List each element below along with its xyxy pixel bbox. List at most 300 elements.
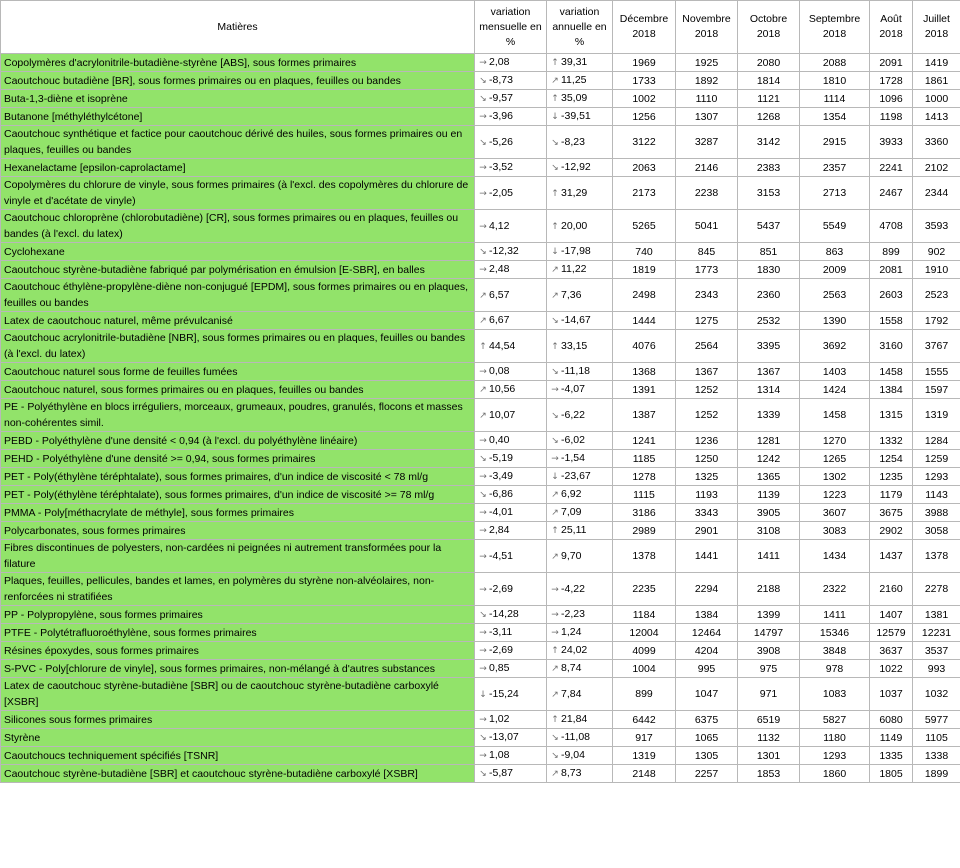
month-price: 3848 (800, 642, 870, 660)
annual-variation-cell (547, 279, 613, 312)
header-row (1, 1, 960, 54)
month-price: 1268 (738, 108, 800, 126)
month-price: 1403 (800, 363, 870, 381)
month-price: 2238 (676, 177, 738, 210)
month-price: 1411 (738, 540, 800, 573)
month-price: 5549 (800, 210, 870, 243)
table-row (1, 381, 960, 399)
monthly-variation-value: -3,52 (489, 161, 513, 173)
month-price: 1419 (913, 54, 960, 72)
month-price: 2563 (800, 279, 870, 312)
annual-variation-value: 31,29 (561, 186, 588, 199)
monthly-variation-value: 6,57 (489, 288, 510, 301)
month-price: 2902 (870, 522, 913, 540)
month-price: 863 (800, 243, 870, 261)
annual-variation-cell (547, 159, 613, 177)
annual-variation-value: 21,84 (561, 713, 588, 725)
annual-variation-cell (547, 54, 613, 72)
month-price: 12231 (913, 624, 960, 642)
month-price: 3343 (676, 504, 738, 522)
month-price: 1390 (800, 312, 870, 330)
month-price: 1558 (870, 312, 913, 330)
month-price: 1252 (676, 399, 738, 432)
month-price: 1275 (676, 312, 738, 330)
annual-variation-cell (547, 108, 613, 126)
header-month: Septembre 2018 (800, 1, 870, 54)
annual-variation-cell (547, 765, 613, 783)
annual-variation-value: -8,23 (561, 135, 585, 148)
annual-variation-value: 7,09 (561, 506, 582, 518)
annual-variation-cell (547, 210, 613, 243)
annual-variation-value: -12,92 (561, 161, 591, 173)
arrow-up-right-icon: ↗ (551, 551, 559, 562)
arrow-right-icon: → (479, 58, 487, 68)
month-price: 3908 (738, 642, 800, 660)
annual-variation-cell (547, 678, 613, 711)
annual-variation-value: -11,18 (561, 365, 590, 377)
month-price: 1179 (870, 486, 913, 504)
monthly-variation-cell (475, 624, 547, 642)
month-price: 1365 (738, 468, 800, 486)
month-price: 1335 (870, 747, 913, 765)
month-price: 1065 (676, 729, 738, 747)
material-name: PE - Polyéthylène en blocs irréguliers, morceaux, grumeaux, poudres, granulés, flocons et masses non-cohérentes simil. (1, 399, 475, 432)
annual-variation-cell (547, 126, 613, 159)
table-row (1, 210, 960, 243)
annual-variation-value: 6,92 (561, 488, 582, 500)
monthly-variation-cell (475, 660, 547, 678)
month-price: 1259 (913, 450, 960, 468)
monthly-variation-value: -8,73 (489, 74, 513, 86)
month-price: 1892 (676, 72, 738, 90)
month-price: 1096 (870, 90, 913, 108)
month-price: 1332 (870, 432, 913, 450)
arrow-up-right-icon: ↗ (479, 385, 487, 395)
month-price: 902 (913, 243, 960, 261)
month-price: 3607 (800, 504, 870, 522)
arrow-right-icon: → (479, 436, 487, 446)
table-row (1, 468, 960, 486)
month-price: 1284 (913, 432, 960, 450)
month-price: 1293 (800, 747, 870, 765)
month-price: 6080 (870, 711, 913, 729)
arrow-down-icon: ↓ (551, 472, 559, 482)
month-price: 1143 (913, 486, 960, 504)
month-price: 2498 (613, 279, 676, 312)
annual-variation-cell (547, 573, 613, 606)
month-price: 5437 (738, 210, 800, 243)
table-row (1, 573, 960, 606)
table-body (1, 54, 960, 783)
month-price: 1223 (800, 486, 870, 504)
month-price: 2173 (613, 177, 676, 210)
month-price: 2901 (676, 522, 738, 540)
annual-variation-cell (547, 450, 613, 468)
arrow-down-right-icon: ↘ (479, 94, 487, 104)
month-price: 1302 (800, 468, 870, 486)
monthly-variation-cell (475, 678, 547, 711)
monthly-variation-cell (475, 381, 547, 399)
month-price: 6442 (613, 711, 676, 729)
material-name: Caoutchouc chloroprène (chlorobutadiène) [CR], sous formes primaires ou en plaques, feuilles ou bandes (à l'excl. du latex) (1, 210, 475, 243)
arrow-right-icon: → (551, 584, 559, 595)
table-row (1, 729, 960, 747)
arrow-right-icon: → (551, 628, 559, 638)
annual-variation-cell (547, 330, 613, 363)
annual-variation-value: -23,67 (561, 470, 591, 482)
arrow-up-icon: ↑ (551, 221, 559, 232)
arrow-down-icon: ↓ (479, 689, 487, 700)
monthly-variation-cell (475, 72, 547, 90)
month-price: 899 (613, 678, 676, 711)
month-price: 4099 (613, 642, 676, 660)
annual-variation-cell (547, 504, 613, 522)
annual-variation-value: -2,23 (561, 608, 585, 620)
table-row (1, 261, 960, 279)
table-row (1, 504, 960, 522)
annual-variation-cell (547, 72, 613, 90)
month-price: 1381 (913, 606, 960, 624)
month-price: 1105 (913, 729, 960, 747)
material-name: PMMA - Poly[méthacrylate de méthyle], sous formes primaires (1, 504, 475, 522)
monthly-variation-value: -9,57 (489, 92, 513, 104)
annual-variation-cell (547, 468, 613, 486)
arrow-up-icon: ↑ (551, 646, 559, 656)
annual-variation-value: 35,09 (561, 92, 588, 104)
month-price: 1387 (613, 399, 676, 432)
month-price: 1899 (913, 765, 960, 783)
monthly-variation-cell (475, 504, 547, 522)
month-price: 2146 (676, 159, 738, 177)
monthly-variation-value: -3,11 (489, 626, 513, 638)
monthly-variation-cell (475, 450, 547, 468)
monthly-variation-value: -6,86 (489, 488, 513, 500)
monthly-variation-cell (475, 312, 547, 330)
monthly-variation-value: 6,67 (489, 314, 510, 326)
month-price: 12004 (613, 624, 676, 642)
annual-variation-value: 9,70 (561, 549, 582, 562)
monthly-variation-value: 0,40 (489, 434, 510, 446)
month-price: 2357 (800, 159, 870, 177)
month-price: 1254 (870, 450, 913, 468)
month-price: 2091 (870, 54, 913, 72)
header-month: Novembre 2018 (676, 1, 738, 54)
month-price: 1413 (913, 108, 960, 126)
arrow-down-right-icon: ↘ (479, 733, 487, 743)
month-price: 3395 (738, 330, 800, 363)
month-price: 3186 (613, 504, 676, 522)
monthly-variation-value: -5,19 (489, 452, 513, 464)
table-row (1, 432, 960, 450)
material-name: PET - Poly(éthylène téréphtalate), sous formes primaires, d'un indice de viscosité >= 78 ml/g (1, 486, 475, 504)
annual-variation-cell (547, 486, 613, 504)
monthly-variation-value: 2,48 (489, 263, 510, 275)
arrow-down-right-icon: ↘ (551, 316, 559, 326)
month-price: 1805 (870, 765, 913, 783)
month-price: 1236 (676, 432, 738, 450)
arrow-down-right-icon: ↘ (479, 76, 487, 86)
table-row (1, 399, 960, 432)
month-price: 2188 (738, 573, 800, 606)
monthly-variation-cell (475, 330, 547, 363)
month-price: 3537 (913, 642, 960, 660)
month-price: 3360 (913, 126, 960, 159)
annual-variation-cell (547, 624, 613, 642)
monthly-variation-cell (475, 711, 547, 729)
month-price: 1047 (676, 678, 738, 711)
month-price: 2102 (913, 159, 960, 177)
month-price: 1354 (800, 108, 870, 126)
month-price: 2322 (800, 573, 870, 606)
monthly-variation-cell (475, 126, 547, 159)
monthly-variation-value: -2,05 (489, 186, 513, 199)
arrow-down-right-icon: ↘ (551, 367, 559, 377)
arrow-right-icon: → (479, 664, 487, 674)
month-price: 1314 (738, 381, 800, 399)
material-name: Latex de caoutchouc naturel, même prévulcanisé (1, 312, 475, 330)
month-price: 1004 (613, 660, 676, 678)
month-price: 3083 (800, 522, 870, 540)
month-price: 2360 (738, 279, 800, 312)
month-price: 1242 (738, 450, 800, 468)
month-price: 1728 (870, 72, 913, 90)
material-name: PEBD - Polyéthylène d'une densité < 0,94 (à l'excl. du polyéthylène linéaire) (1, 432, 475, 450)
month-price: 1185 (613, 450, 676, 468)
month-price: 3160 (870, 330, 913, 363)
monthly-variation-value: -2,69 (489, 582, 513, 595)
material-name: Latex de caoutchouc styrène-butadiène [SBR] ou de caoutchouc styrène-butadiène carboxylé [XSBR] (1, 678, 475, 711)
month-price: 5041 (676, 210, 738, 243)
month-price: 3988 (913, 504, 960, 522)
month-price: 1278 (613, 468, 676, 486)
month-price: 1037 (870, 678, 913, 711)
annual-variation-value: -39,51 (561, 110, 591, 122)
arrow-up-icon: ↑ (479, 341, 487, 352)
month-price: 15346 (800, 624, 870, 642)
material-name: Caoutchouc synthétique et factice pour caoutchouc dérivé des huiles, sous formes primaires ou en plaques, feuilles ou bandes (1, 126, 475, 159)
month-price: 2603 (870, 279, 913, 312)
month-price: 4076 (613, 330, 676, 363)
annual-variation-value: -17,98 (561, 245, 591, 257)
annual-variation-value: 33,15 (561, 339, 588, 352)
monthly-variation-cell (475, 363, 547, 381)
month-price: 5827 (800, 711, 870, 729)
arrow-down-right-icon: ↘ (479, 137, 487, 148)
table-row (1, 243, 960, 261)
month-price: 995 (676, 660, 738, 678)
month-price: 1000 (913, 90, 960, 108)
monthly-variation-cell (475, 468, 547, 486)
month-price: 2160 (870, 573, 913, 606)
month-price: 1458 (870, 363, 913, 381)
month-price: 1250 (676, 450, 738, 468)
month-price: 1193 (676, 486, 738, 504)
annual-variation-value: -14,67 (561, 314, 591, 326)
annual-variation-value: -6,22 (561, 408, 585, 421)
month-price: 1773 (676, 261, 738, 279)
table-row (1, 90, 960, 108)
month-price: 3905 (738, 504, 800, 522)
month-price: 2278 (913, 573, 960, 606)
arrow-right-icon: → (479, 646, 487, 656)
arrow-up-right-icon: ↗ (479, 316, 487, 326)
arrow-right-icon: → (479, 526, 487, 536)
material-name: Caoutchouc naturel sous forme de feuilles fumées (1, 363, 475, 381)
material-name: PP - Polypropylène, sous formes primaires (1, 606, 475, 624)
month-price: 1378 (913, 540, 960, 573)
month-price: 3122 (613, 126, 676, 159)
month-price: 1819 (613, 261, 676, 279)
arrow-down-right-icon: ↘ (479, 490, 487, 500)
arrow-right-icon: → (479, 715, 487, 725)
annual-variation-cell (547, 432, 613, 450)
month-price: 971 (738, 678, 800, 711)
annual-variation-value: 8,74 (561, 662, 582, 674)
month-price: 6519 (738, 711, 800, 729)
annual-variation-cell (547, 747, 613, 765)
table-row (1, 126, 960, 159)
monthly-variation-value: -5,87 (489, 767, 513, 779)
arrow-up-right-icon: ↗ (479, 410, 487, 421)
monthly-variation-cell (475, 177, 547, 210)
month-price: 2713 (800, 177, 870, 210)
arrow-down-right-icon: ↘ (551, 163, 559, 173)
material-name: Caoutchoucs techniquement spécifiés [TSNR] (1, 747, 475, 765)
arrow-up-icon: ↑ (551, 715, 559, 725)
annual-variation-value: 11,22 (561, 263, 587, 275)
header-month: Octobre 2018 (738, 1, 800, 54)
annual-variation-value: -11,08 (561, 731, 590, 743)
monthly-variation-cell (475, 243, 547, 261)
arrow-up-icon: ↑ (551, 94, 559, 104)
month-price: 3767 (913, 330, 960, 363)
month-price: 1198 (870, 108, 913, 126)
annual-variation-value: 7,36 (561, 288, 582, 301)
month-price: 1339 (738, 399, 800, 432)
monthly-variation-value: -12,32 (489, 245, 519, 257)
month-price: 1121 (738, 90, 800, 108)
table-row (1, 159, 960, 177)
annual-variation-cell (547, 243, 613, 261)
month-price: 1969 (613, 54, 676, 72)
month-price: 1424 (800, 381, 870, 399)
month-price: 851 (738, 243, 800, 261)
month-price: 1384 (676, 606, 738, 624)
month-price: 2241 (870, 159, 913, 177)
table-row (1, 660, 960, 678)
arrow-up-right-icon: ↗ (551, 769, 559, 779)
material-name: Buta-1,3-diène et isoprène (1, 90, 475, 108)
month-price: 1384 (870, 381, 913, 399)
arrow-up-icon: ↑ (551, 58, 559, 68)
monthly-variation-cell (475, 108, 547, 126)
monthly-variation-cell (475, 606, 547, 624)
annual-variation-value: 11,25 (561, 74, 587, 86)
table-row (1, 765, 960, 783)
monthly-variation-cell (475, 747, 547, 765)
annual-variation-cell (547, 90, 613, 108)
month-price: 1139 (738, 486, 800, 504)
month-price: 3108 (738, 522, 800, 540)
month-price: 1458 (800, 399, 870, 432)
month-price: 1861 (913, 72, 960, 90)
annual-variation-value: 39,31 (561, 56, 588, 68)
month-price: 740 (613, 243, 676, 261)
arrow-up-right-icon: ↗ (551, 490, 559, 500)
material-name: Caoutchouc styrène-butadiène fabriqué par polymérisation en émulsion [E-SBR], en balles (1, 261, 475, 279)
material-name: Plaques, feuilles, pellicules, bandes et lames, en polymères du styrène non-alvéolaires, non-renforcées ni stratifiées (1, 573, 475, 606)
month-price: 993 (913, 660, 960, 678)
monthly-variation-value: -14,28 (489, 608, 519, 620)
month-price: 1437 (870, 540, 913, 573)
arrow-right-icon: → (479, 551, 487, 562)
monthly-variation-value: 1,08 (489, 749, 510, 761)
monthly-variation-value: -13,07 (489, 731, 519, 743)
month-price: 1149 (870, 729, 913, 747)
table-row (1, 363, 960, 381)
arrow-up-icon: ↑ (551, 341, 559, 352)
arrow-right-icon: → (479, 584, 487, 595)
month-price: 2467 (870, 177, 913, 210)
arrow-down-right-icon: ↘ (479, 610, 487, 620)
month-price: 1325 (676, 468, 738, 486)
month-price: 2383 (738, 159, 800, 177)
month-price: 1022 (870, 660, 913, 678)
annual-variation-cell (547, 261, 613, 279)
month-price: 2343 (676, 279, 738, 312)
month-price: 1252 (676, 381, 738, 399)
annual-variation-value: 7,84 (561, 687, 582, 700)
month-price: 3593 (913, 210, 960, 243)
material-name: PET - Poly(éthylène téréphtalate), sous formes primaires, d'un indice de viscosité < 78 ml/g (1, 468, 475, 486)
monthly-variation-cell (475, 486, 547, 504)
month-price: 12579 (870, 624, 913, 642)
arrow-up-right-icon: ↗ (551, 689, 559, 700)
monthly-variation-cell (475, 432, 547, 450)
arrow-right-icon: → (551, 454, 559, 464)
arrow-up-right-icon: ↗ (479, 290, 487, 301)
month-price: 1830 (738, 261, 800, 279)
arrow-down-right-icon: ↘ (479, 247, 487, 257)
month-price: 917 (613, 729, 676, 747)
month-price: 2532 (738, 312, 800, 330)
annual-variation-value: 8,73 (561, 767, 582, 779)
month-price: 2063 (613, 159, 676, 177)
monthly-variation-value: 10,07 (489, 408, 516, 421)
month-price: 1307 (676, 108, 738, 126)
arrow-down-right-icon: ↘ (479, 454, 487, 464)
arrow-down-icon: ↓ (551, 112, 559, 122)
arrow-right-icon: → (479, 265, 487, 275)
month-price: 1114 (800, 90, 870, 108)
month-price: 3675 (870, 504, 913, 522)
material-name: Butanone [méthyléthylcétone] (1, 108, 475, 126)
arrow-right-icon: → (479, 472, 487, 482)
arrow-down-right-icon: ↘ (551, 137, 559, 148)
annual-variation-cell (547, 540, 613, 573)
arrow-right-icon: → (551, 385, 559, 395)
month-price: 1301 (738, 747, 800, 765)
monthly-variation-value: -4,51 (489, 549, 513, 562)
arrow-right-icon: → (479, 112, 487, 122)
annual-variation-value: 1,24 (561, 626, 582, 638)
month-price: 1265 (800, 450, 870, 468)
arrow-right-icon: → (479, 751, 487, 761)
monthly-variation-value: 2,08 (489, 56, 510, 68)
monthly-variation-cell (475, 54, 547, 72)
arrow-down-right-icon: ↘ (551, 410, 559, 421)
arrow-down-right-icon: ↘ (479, 769, 487, 779)
